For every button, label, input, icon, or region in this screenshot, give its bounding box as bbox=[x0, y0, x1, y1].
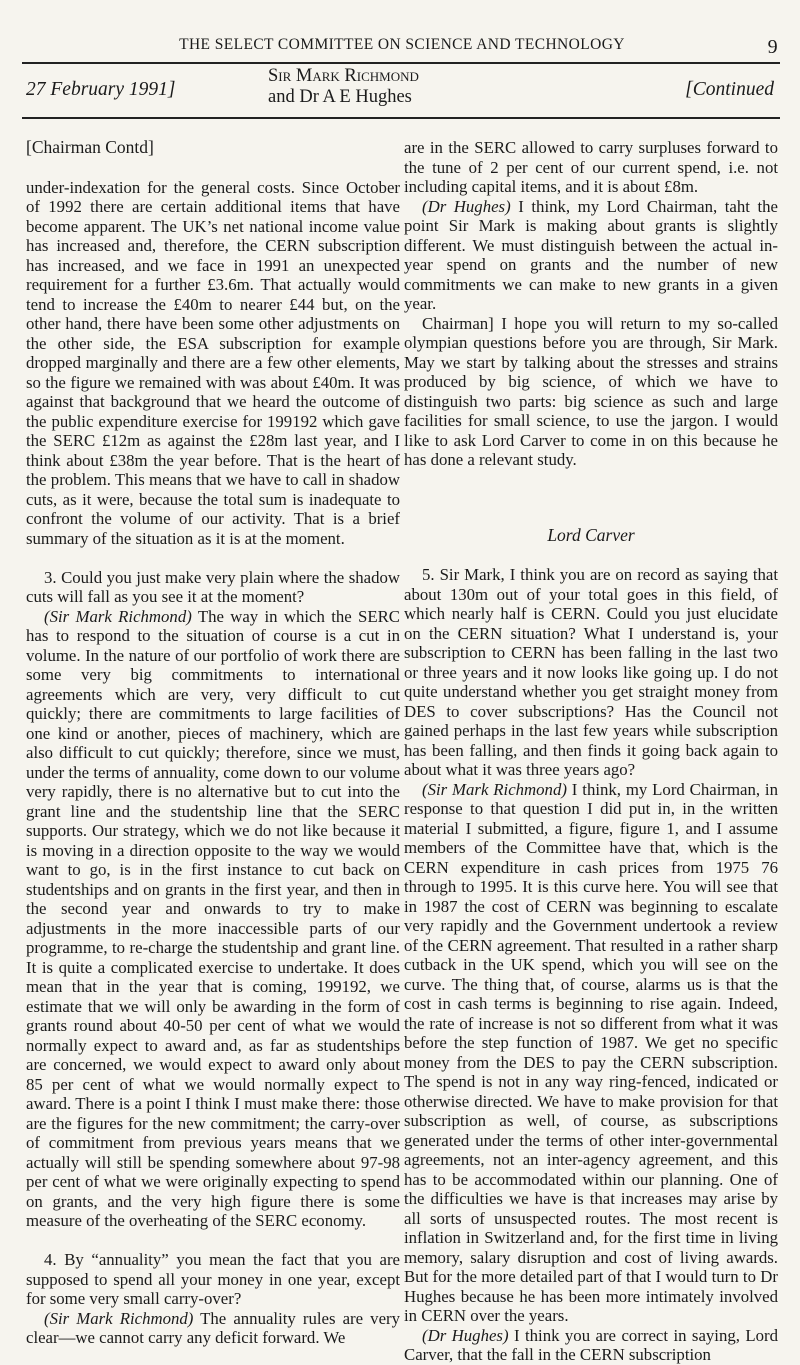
header-rule bbox=[22, 62, 780, 64]
question-5: 5. Sir Mark, I think you are on record as saying that about 130m out of your total goes in this field, of which nearly half is CERN. Could you just elucidate on the CERN situation? What I understand is, your subscription to CERN has been falling in the last two or three years and it now looks like going up. I do not quite understand whether you get straight money from DES to cover subscriptions? Has the Council not gained perhaps in the last few years while subscription has been falling, and then finds it going back again to about what it was three years ago? bbox=[404, 565, 778, 779]
speaker-heading: Lord Carver bbox=[547, 524, 635, 545]
answer-3 bbox=[26, 607, 400, 1231]
left-column bbox=[26, 138, 400, 1348]
witness-line-1: Sir Mark Richmond bbox=[268, 66, 419, 86]
answer-text: I think you are correct in saying, Lord Carver, that the fall in the CERN subscription bbox=[404, 1325, 778, 1364]
speaker: (Sir Mark Richmond) bbox=[422, 779, 567, 799]
paragraph bbox=[404, 197, 778, 314]
witness-title bbox=[268, 66, 498, 108]
paragraph: under-indexation for the general costs. Since October of 1992 there are certain additional items that have become apparent. The UK’s net national income value has increased and, therefore, the CERN subscription has increased, and we face in 1991 an unexpected requirement for a further £3.6m. That actually would tend to increase the £40m to nearer £44 but, on the other hand, there have been some other adjustments on the other side, the ESA subscription for example dropped marginally and there are a few other elements, so the figure we remained with was about £40m. It was against that background that we heard the outcome of the public expenditure exercise for 199192 which gave the SERC £12m as against the £28m last year, and I think about £38m the year before. That is the heart of the problem. This means that we have to call in shadow cuts, as it were, because the total sum is inadequate to confront the volume of our activity. That is a brief summary of the situation as it is at the moment. bbox=[26, 177, 400, 548]
section-head: [Chairman Contd] bbox=[26, 137, 154, 157]
answer-text: The way in which the SERC has to respond to the situation of course is a cut in volume. In the nature of our portfolio of work there are some very big commitments to international agreements which are very, very difficult to cut quickly; there are commitments to large facilities of one kind or another, pieces of machinery, which are also difficult to cut quickly; therefore, since we must, under the terms of annuality, come down to our volume very rapidly, there is no alternative but to cut into the grant line and the studentship line that the SERC supports. Our strategy, which we do not like because it is moving in a direction opposite to the way we would want to go, is in the first instance to cut back on studentships and on grants in the first year, and then in the second year and onwards to try to make adjustments in the more inaccessible parts of our programme, to re-charge the studentship and grant line. It is quite a complicated exercise to undertake. It does mean that in the year that is coming, 199192, we estimate that we will only be awarding in the form of grants round about 40-50 per cent of what we would normally expect to award and, as far as studentships are concerned, we would expect to award only about 85 per cent of what we would normally expect to award. There is a point I think I must make there: those are the figures for the new commitment; the carry-over of commitment from previous years means that we actually will still be spending somewhere about 97-98 per cent of what we were originally expecting to spend on grants, and the very high figure there is some measure of the overheating of the SERC economy. bbox=[26, 606, 400, 1230]
page-number: 9 bbox=[767, 36, 778, 58]
question-3: 3. Could you just make very plain where the shadow cuts will fall as you see it at the moment? bbox=[26, 567, 400, 606]
speaker: (Dr Hughes) bbox=[422, 196, 511, 216]
session-date: 27 February 1991] bbox=[26, 79, 176, 100]
speaker: (Sir Mark Richmond) bbox=[44, 1308, 194, 1328]
witness-line-2: and Dr A E Hughes bbox=[268, 87, 412, 107]
right-column bbox=[404, 138, 778, 1365]
answer-text: The annuality rules are very clear—we cannot carry any deficit forward. We bbox=[26, 1308, 401, 1347]
question-4: 4. By “annuality” you mean the fact that you are supposed to spend all your money in one year, except for some very small carry-over? bbox=[26, 1250, 400, 1308]
running-title: THE SELECT COMMITTEE ON SCIENCE AND TECHNOLOGY bbox=[179, 36, 625, 53]
answer-6 bbox=[404, 1326, 778, 1365]
answer-5 bbox=[404, 780, 778, 1326]
continued-label: [Continued bbox=[685, 79, 774, 100]
title-rule bbox=[22, 117, 780, 119]
speaker: (Sir Mark Richmond) bbox=[44, 606, 192, 626]
paragraph-text: I think, my Lord Chairman, taht the point Sir Mark is making about grants is slightly different. We must distinguish between the actual in-year spend on grants and the number of new commitments we can make to new grants in a given year. bbox=[404, 196, 779, 313]
running-header bbox=[26, 36, 778, 58]
speaker: (Dr Hughes) bbox=[422, 1325, 509, 1345]
answer-text: I think, my Lord Chairman, in response to that question I did put in, in the written material I submitted, a figure, figure 1, and I assume members of the Committee have that, which is the CERN expenditure in cash prices from 1975 76 through to 1995. It is this curve here. You will see that in 1987 the cost of CERN was beginning to escalate very rapidly and the Government undertook a review of the CERN agreement. That resulted in a rather sharp cutback in the UK spend, which you will see on the curve. The thing that, of course, alarms us is that the cost in cash terms is beginning to rise again. Indeed, the rate of increase is not so different from what it was before the step function of 1987. We get no specific money from the DES to pay the CERN subscription. The spend is not in any way ring-fenced, indicated or otherwise directed. We have to make provision for that subscription as well, of course, as subscriptions generated under the terms of other inter-governmental agreements, not an inter-agency agreement, and this has to be accommodated within our planning. One of the difficulties we have is that increases may arise by all sorts of unsuspected routes. The most recent is inflation in Switzerland and, for the first time in living memory, salary disruption and cost of living awards. But for the more detailed part of that I would turn to Dr Hughes because he has been more intimately involved in CERN over the years. bbox=[404, 779, 778, 1325]
paragraph: are in the SERC allowed to carry surpluses forward to the tune of 2 per cent of our current spend, i.e. not including capital items, and it is about £8m. bbox=[404, 138, 778, 196]
chairman-remark: Chairman] I hope you will return to my so-called olympian questions before you are through, Sir Mark. May we start by talking about the stresses and strains produced by big science, of which we have to distinguish two parts: big science as such and large facilities for small science, to use the jargon. I would like to ask Lord Carver to come in on this because he has done a relevant study. bbox=[404, 313, 778, 469]
answer-4 bbox=[26, 1309, 400, 1348]
